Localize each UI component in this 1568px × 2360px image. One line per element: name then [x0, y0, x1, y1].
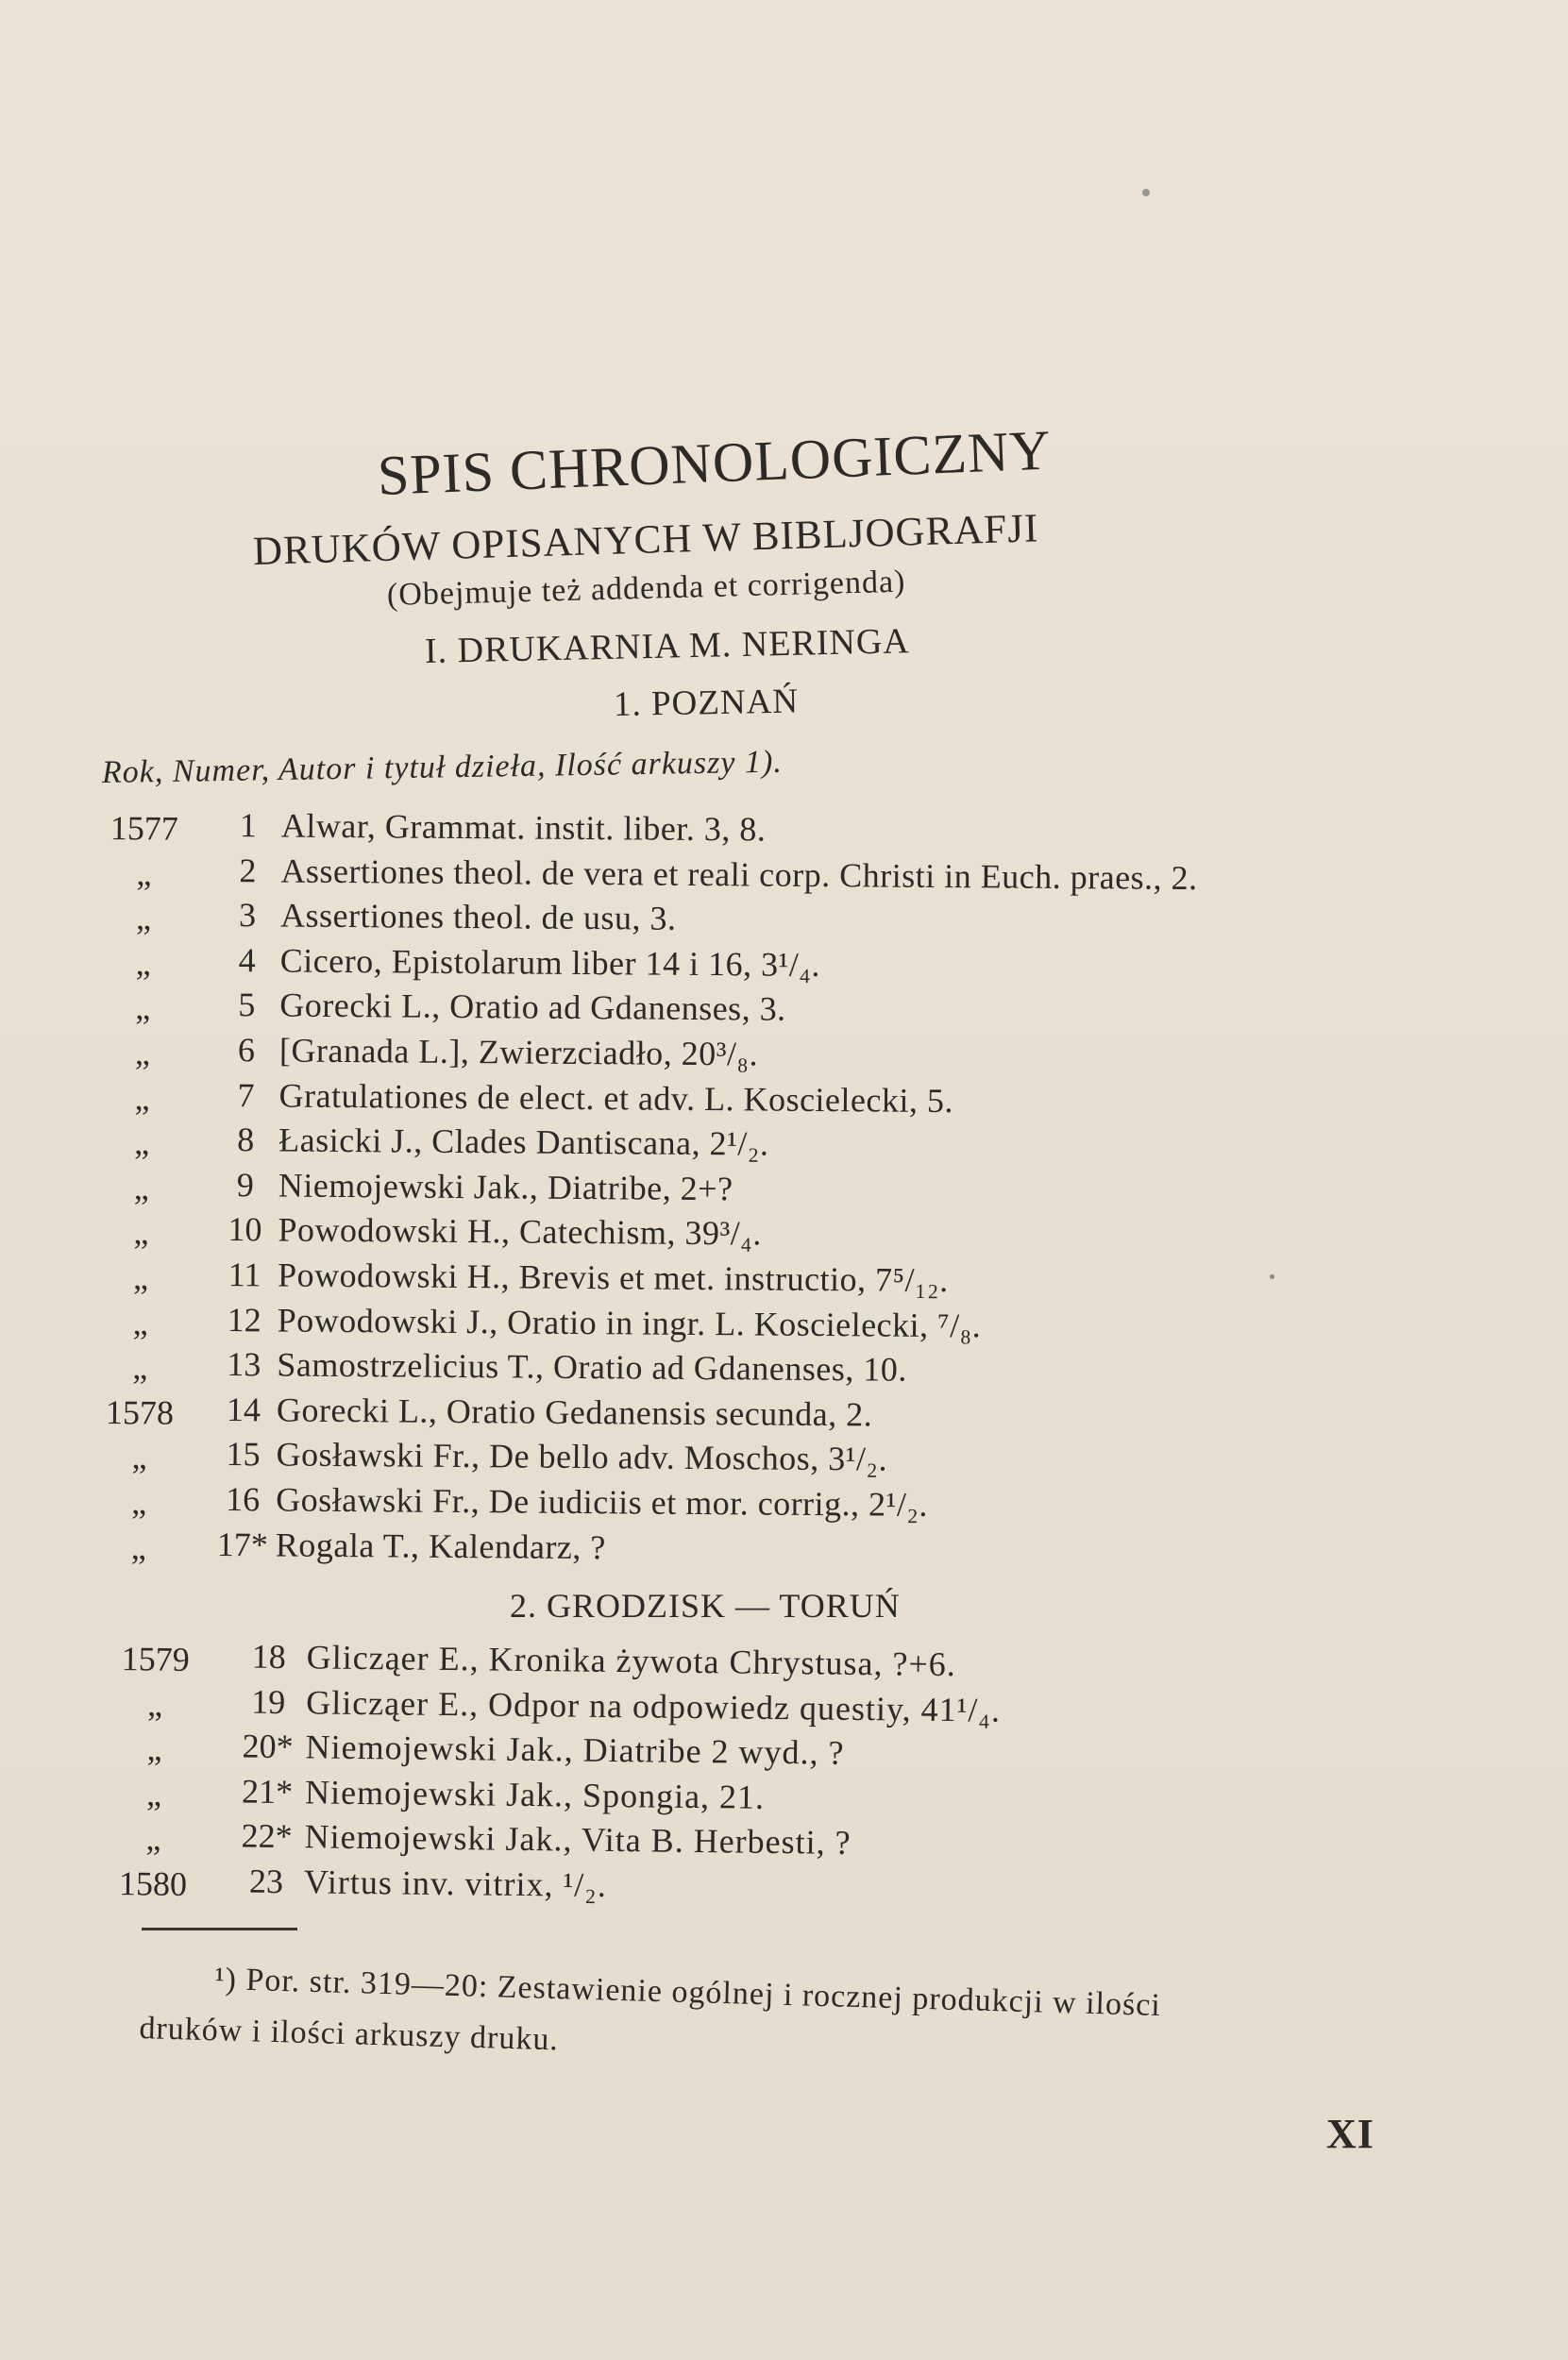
entry-year: „: [130, 1527, 146, 1566]
entry-title: Niemojewski Jak., Diatribe, 2+?: [278, 1166, 733, 1208]
entry-title: Gosławski Fr., De bello adv. Moschos, 3¹/₂.: [276, 1435, 888, 1478]
entry-year: „: [136, 853, 152, 893]
entry-number: 4: [238, 940, 256, 980]
entry-year: 1577: [110, 809, 178, 848]
entry-year: „: [134, 1078, 150, 1117]
entry-number: 23: [248, 1862, 284, 1901]
footnote-line-1: ¹) Por. str. 319—20: Zestawienie ogólnej i rocznej produkcji w ilości: [213, 1962, 1162, 2023]
entry-title: Cicero, Epistolarum liber 14 i 16, 3¹/₄.: [279, 941, 821, 984]
subtitle-note: (Obejmuje też addenda et corrigenda): [386, 564, 906, 613]
entry-title: Glicząer E., Odpor na odpowiedz questiy, 41¹/₄.: [305, 1682, 1002, 1729]
entry-title: Niemojewski Jak., Diatribe 2 wyd., ?: [305, 1728, 845, 1772]
entry-title: Powodowski H., Catechism, 39³/₄.: [278, 1210, 762, 1253]
entry-year: „: [132, 1348, 148, 1387]
entry-title: Assertiones theol. de usu, 3.: [279, 896, 677, 937]
footnote-line-2: druków i ilości arkuszy druku.: [138, 2011, 560, 2058]
entry-year: „: [131, 1483, 147, 1522]
entry-number: 9: [236, 1165, 254, 1205]
footnote-mark: 1).: [744, 744, 784, 781]
entry-number: 1: [239, 806, 257, 845]
entry-number: 11: [228, 1256, 261, 1294]
entries-list-grodzisk: [110, 1635, 1454, 1920]
entry-year: „: [135, 988, 151, 1027]
entry-year: „: [131, 1438, 147, 1476]
entry-year: „: [145, 1819, 161, 1858]
section-heading-grodzisk: 2. GRODZISK — TORUŃ: [510, 1587, 901, 1625]
entry-title: Gorecki L., Oratio Gedanensis secunda, 2.: [276, 1391, 873, 1434]
entry-number: 20*: [242, 1727, 294, 1766]
entries-list-poznan: [96, 804, 1442, 1578]
entry-number: 21*: [241, 1772, 294, 1811]
entry-title: Assertiones theol. de vera et reali corp. Christi in Euch. praes., 2.: [280, 851, 1198, 897]
page-title: SPIS CHRONOLOGICZNY: [376, 418, 1053, 507]
entry-number: 22*: [241, 1816, 293, 1856]
entry-year: „: [145, 1775, 162, 1813]
entry-number: 14: [226, 1390, 261, 1429]
entry-row: [96, 1523, 1437, 1578]
entry-number: 5: [238, 986, 256, 1024]
column-header-text: Rok, Numer, Autor i tytuł dzieła, Ilość arkuszy: [101, 745, 736, 790]
entry-year: „: [134, 1034, 151, 1072]
entry-year: „: [132, 1303, 148, 1341]
entry-number: 10: [228, 1210, 262, 1249]
entry-title: Łasicki J., Clades Dantiscana, 2¹/₂.: [278, 1121, 769, 1163]
entry-year: „: [146, 1729, 162, 1768]
entry-number: 6: [237, 1031, 256, 1070]
entry-number: 12: [227, 1300, 261, 1339]
entry-year: „: [135, 944, 151, 983]
entry-year: 1578: [105, 1392, 175, 1432]
entry-number: 2: [239, 851, 257, 889]
entry-number: 17*: [216, 1525, 269, 1563]
part-heading: I. DRUKARNIA M. NERINGA: [424, 621, 911, 671]
entry-title: Glicząer E., Kronika żywota Chrystusa, ?+6.: [306, 1638, 957, 1684]
entry-number: 13: [227, 1345, 261, 1384]
entry-title: Niemojewski Jak., Vita B. Herbesti, ?: [304, 1817, 851, 1863]
entry-number: 3: [238, 896, 257, 935]
entry-year: „: [133, 1169, 149, 1207]
entry-year: „: [134, 1123, 150, 1162]
entry-year: „: [133, 1213, 149, 1252]
section-heading-poznan: 1. POZNAŃ: [613, 682, 800, 724]
entry-number: 7: [237, 1075, 255, 1114]
entry-title: Gorecki L., Oratio ad Gdanenses, 3.: [279, 986, 786, 1029]
entry-title: Powodowski H., Brevis et met. instructio, 7⁵/₁₂.: [277, 1256, 949, 1299]
ink-dot: [1270, 1274, 1274, 1279]
entry-year: 1579: [121, 1640, 190, 1678]
entry-year: 1580: [118, 1864, 188, 1903]
entry-title: Powodowski J., Oratio in ingr. L. Koscielecki, ⁷/₈.: [277, 1301, 982, 1344]
entry-title: Gosławski Fr., De iudiciis et mor. corrig., 2¹/₂.: [276, 1480, 929, 1524]
entry-title: Rogala T., Kalendarz, ?: [275, 1525, 607, 1566]
entry-year: „: [135, 899, 152, 937]
entry-year: „: [146, 1685, 163, 1724]
entry-number: 8: [237, 1121, 255, 1159]
entry-title: Niemojewski Jak., Spongia, 21.: [304, 1773, 766, 1816]
footnote-divider: [142, 1928, 297, 1930]
entry-number: 18: [251, 1637, 286, 1677]
entry-number: 19: [250, 1682, 286, 1721]
entry-year: „: [132, 1258, 149, 1297]
ink-speck: [1142, 189, 1150, 196]
entry-number: 15: [226, 1435, 261, 1474]
entry-number: 16: [226, 1479, 261, 1519]
entry-title: Samostrzelicius T., Oratio ad Gdanenses, 10.: [277, 1345, 908, 1389]
page-subtitle: DRUKÓW OPISANYCH W BIBLJOGRAFJI: [252, 506, 1039, 574]
entry-title: [Granada L.], Zwierzciadło, 20³/₈.: [278, 1031, 759, 1073]
page-number: XI: [1326, 2111, 1374, 2157]
entry-title: Gratulationes de elect. et adv. L. Koscielecki, 5.: [278, 1076, 954, 1120]
entry-title: Alwar, Grammat. instit. liber. 3, 8.: [280, 806, 767, 849]
column-header: [102, 745, 783, 791]
entry-title: Virtus inv. vitrix, ¹/₂.: [303, 1863, 608, 1904]
